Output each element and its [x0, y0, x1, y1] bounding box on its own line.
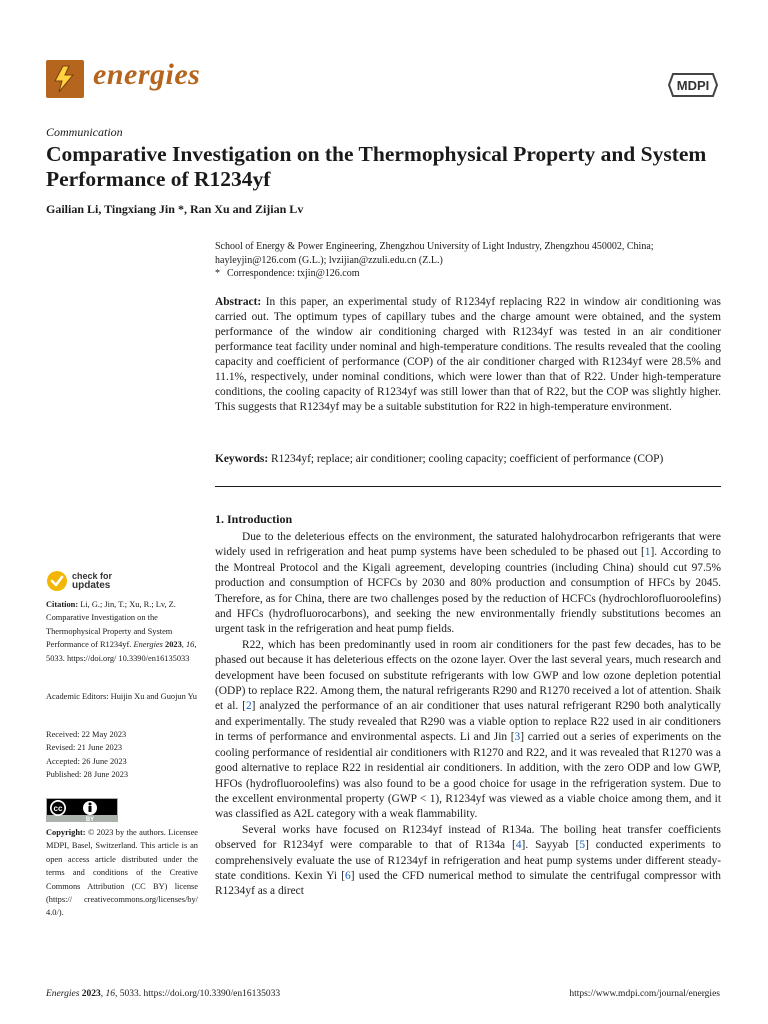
citation-doi-link[interactable]: , 5033. https://doi.org/ 10.3390/en16135033	[46, 640, 197, 663]
check-for-updates-button[interactable]	[46, 570, 112, 592]
cc-by-label: BY	[85, 817, 95, 822]
mdpi-logo-icon	[667, 72, 719, 98]
footer-doi-link[interactable]: , 5033. https://doi.org/10.3390/en16135033	[115, 989, 281, 999]
check-updates-icon	[46, 570, 68, 592]
abstract-text: In this paper, an experimental study of R1234yf replacing R22 in window air conditioning was carried out. The optimum types of capillary tubes and the charge amount were obtained, and the system performance of the window air conditioning charged with R1234yf was tested in an air conditioner performance teat facility under nominal and high-temperature conditions. The results revealed that the cooling capacity and coefficient of performance (COP) of the air conditioner charged with R1234yf were 28.5% and 11.1%, respectively, under nominal conditions, which were lower than that of R22. Under high-temperature conditions, the cooling capacity of R1234yf was still lower than that of R22, but the COP was slightly higher. This suggests that R1234yf may be a suitable substitution for R22 in high-temperature environment.	[215, 296, 721, 413]
date-history	[46, 728, 198, 782]
keywords-text: R1234yf; replace; air conditioner; cooling capacity; coefficient of performance (COP)	[271, 453, 664, 465]
affiliation-emails: hayleyjin@126.com (G.L.); lvzijian@zzuli.edu.cn (Z.L.)	[215, 254, 443, 266]
svg-text:cc: cc	[53, 804, 63, 813]
published-date: Published: 28 June 2023	[46, 770, 129, 780]
abstract-label: Abstract:	[215, 296, 262, 308]
reference-link[interactable]: 1	[644, 546, 651, 559]
journal-name: energies	[93, 58, 201, 91]
journal-logo-icon	[46, 60, 84, 98]
correspondence-email: Correspondence: txjin@126.com	[227, 268, 360, 280]
keywords-label: Keywords:	[215, 453, 269, 465]
cc-by-license-icon[interactable]	[46, 798, 118, 822]
reference-link[interactable]: 6	[345, 869, 351, 882]
keywords	[215, 452, 721, 467]
footer-citation: Energies 2023, 16, 5033. https://doi.org/10.3390/en16135033	[46, 989, 281, 999]
section-divider	[215, 486, 721, 487]
copyright-notice: Copyright: © 2023 by the authors. Licensee MDPI, Basel, Switzerland. This article is an open access article distributed under the terms and conditions of the Creative Commons Attribution (CC BY) license (https:// creativecommons.org/licenses/by/ 4.0/).	[46, 828, 198, 918]
revised-date: Revised: 21 June 2023	[46, 743, 123, 753]
paper-title: Comparative Investigation on the Thermophysical Property and System Performance of R1234yf	[46, 142, 707, 191]
check-updates-line2: updates	[72, 580, 111, 591]
author-list: Gailian Li, Tingxiang Jin *, Ran Xu and Zijian Lv	[46, 202, 304, 216]
reference-link[interactable]: 5	[579, 839, 586, 852]
intro-paragraph-1: Due to the deleterious effects on the environment, the saturated halohydrocarbon refrigerants that were widely used in refrigeration and heat pump systems have been scheduled to be phased out [1]. According to the Montreal Protocol and the Kigali agreement, developing countries (including China) should cut 97.5% production and consumption of HCFCs by 2030 and 80% production and consumption of HFCs by 2045. Therefore, as for China, there are two challenges posed by the reduction of HCFCs (hydrochlorofluoroolefins) and HFCs (hydrofluorocarbons), and seeking the new environmentally friendly substitutions becomes an urgent task in the refrigeration and heat pump fields.	[215, 531, 721, 636]
accepted-date: Accepted: 26 June 2023	[46, 756, 127, 766]
introduction-body	[215, 530, 721, 900]
publisher-label: MDPI	[676, 78, 710, 93]
reference-link[interactable]: 2	[245, 700, 252, 713]
correspondence-star: *	[215, 268, 220, 280]
intro-paragraph-2: R22, which has been predominantly used in room air conditioners for the past few decades, has to be phased out because it has deleterious effects on the ozone layer. Over the last several years, much research and development have been focused on substitute refrigerants with low GWP and low ozone depletion potential (ODP) to replace R22. Among them, the natural refrigerants R290 and R1270 received a lot of attention. Shaik et al. [2] analyzed the performance of an air conditioner that uses natural refrigerant R290 both analytically and experimentally. The study revealed that R290 was a viable option to replace R22 used in air conditioners in terms of performance and environmental aspects. Li and Jin [3] carried out a series of experiments on the cooling performance of residential air conditioners with R1270 and R22, and it was revealed that R1270 was a good alternative to replace R22 in residential air conditioners. In addition, with the zero ODP and low GWP, HFOs (hydrofluoroolefins) was also found to be a good choice for usage in the refrigeration system. Due to the excellent environmental property (GWP < 1), R1234yf was viewed as a viable choice among them, and it was classified as A2L category with a weak flammability.	[215, 638, 722, 821]
section-heading: 1. Introduction	[215, 512, 293, 526]
received-date: Received: 22 May 2023	[46, 730, 127, 739]
abstract	[215, 295, 721, 415]
reference-link[interactable]: 3	[514, 731, 521, 744]
affiliation-line: School of Energy & Power Engineering, Zhengzhou University of Light Industry, Zhengzhou 450002, China;	[215, 241, 654, 252]
citation-block: Citation: Li, G.; Jin, T.; Xu, R.; Lv, Z. Comparative Investigation on the Thermophysical Property and System Performance of R1234yf. Energies 2023, 16, 5033. https://doi.org/ 10.3390/en16135033	[46, 600, 197, 663]
intro-paragraph-3: Several works have focused on R1234yf instead of R134a. The boiling heat transfer coefficients observed for R1234yf were comparable to that of R134a [4]. Sayyab [5] conducted experiments to comprehensively evaluate the use of R1234yf in refrigeration and heat pump systems under different steady-state conditions. Kexin Yi [6] used the CFD numerical method to simulate the centrifugal compressor with R1234yf as a direct	[215, 823, 721, 898]
academic-editors: Academic Editors: Huijin Xu and Guojun Yu	[46, 692, 197, 701]
reference-link[interactable]: 4	[515, 839, 522, 852]
check-updates-line1: check for	[72, 571, 113, 581]
journal-url-link[interactable]: https://www.mdpi.com/journal/energies	[569, 989, 720, 999]
article-type: Communication	[46, 125, 123, 139]
affiliation-block	[215, 240, 721, 281]
